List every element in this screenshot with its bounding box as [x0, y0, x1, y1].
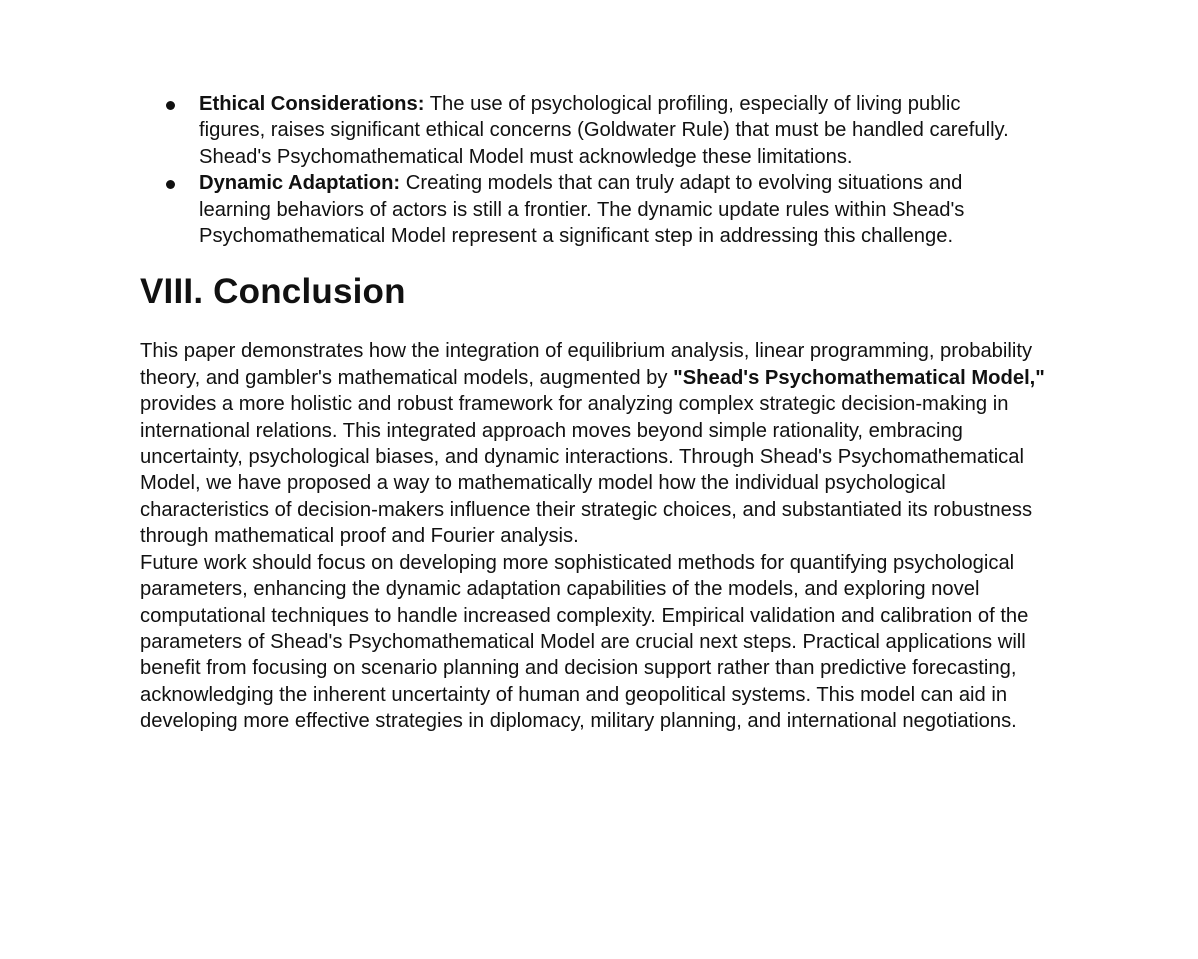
bullet-term: Ethical Considerations:	[199, 93, 425, 115]
section-heading: VIII. Conclusion	[140, 272, 406, 312]
bullet-icon	[166, 101, 175, 110]
paragraph-text: provides a more holistic and robust framework for analyzing complex strategic decision-making in international relations. This integrated approach moves beyond simple rationality, embracing uncertainty, psychological biases, and dynamic interactions. Through Shead's Psychomathematical Model, we have proposed a way to mathematically model how the individual psychological characteristics of decision-makers influence their strategic choices, and substantiated its robustness through mathematical proof and Fourier analysis.	[140, 393, 1033, 548]
bullet-term: Dynamic Adaptation:	[199, 172, 401, 195]
bullet-icon	[166, 180, 175, 189]
list-item-dynamic-adaptation	[140, 170, 1029, 249]
bullet-text: The use of psychological profiling, especially of living public figures, raises significant ethical concerns (Goldwater Rule) that must be handled carefully. Shead's Psychomathematical Model must acknowledge these limitations.	[199, 93, 1009, 168]
bullet-list	[140, 91, 1070, 249]
list-item-ethical-considerations	[140, 91, 1029, 170]
conclusion-paragraph-1	[140, 338, 1070, 549]
document-content	[140, 91, 1070, 735]
paragraph-text: This paper demonstrates how the integration of equilibrium analysis, linear programming, probability theory, and gambler's mathematical models, augmented by	[140, 340, 1033, 389]
conclusion-paragraph-2: Future work should focus on developing more sophisticated methods for quantifying psychological parameters, enhancing the dynamic adaptation capabilities of the models, and exploring novel computational techniques to handle increased complexity. Empirical validation and calibration of the parameters of Shead's Psychomathematical Model are crucial next steps. Practical applications will benefit from focusing on scenario planning and decision support rather than predictive forecasting, acknowledging the inherent uncertainty of human and geopolitical systems. This model can aid in developing more effective strategies in diplomacy, military planning, and international negotiations.	[140, 551, 1029, 733]
bullet-text: Creating models that can truly adapt to evolving situations and learning behaviors of actors is still a frontier. The dynamic update rules within Shead's Psychomathematical Model represent a significant step in addressing this challenge.	[199, 172, 965, 248]
model-name-bold: "Shead's Psychomathematical Model,"	[673, 366, 1045, 389]
